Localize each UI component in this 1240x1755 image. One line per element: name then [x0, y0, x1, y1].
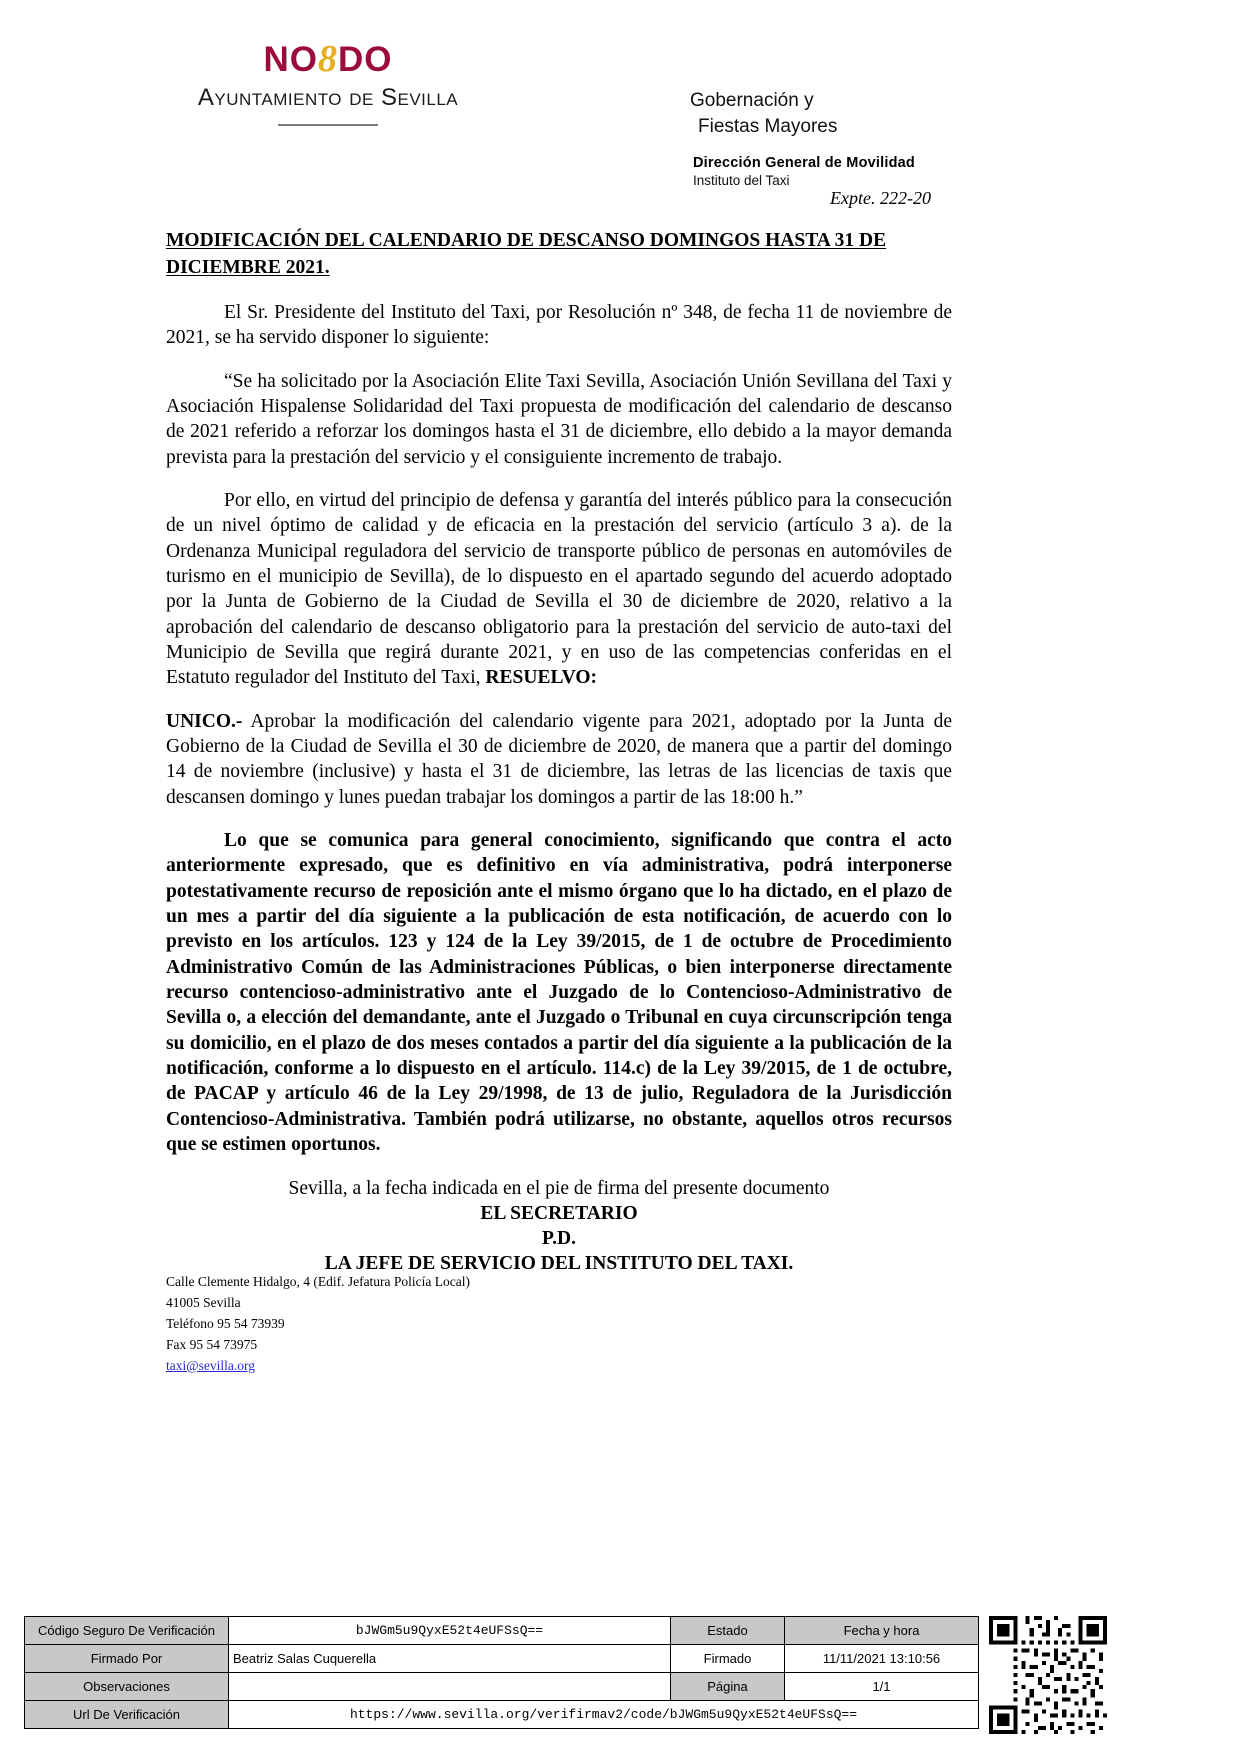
url-verificacion-label: Url De Verificación	[25, 1701, 229, 1729]
department-line-1: Gobernación y	[690, 90, 814, 111]
closing-secretary: EL SECRETARIO	[480, 1203, 638, 1225]
document-body	[166, 228, 952, 1277]
paragraph-appeal-notice: Lo que se comunica para general conocimiento, significando que contra el acto anteriormente expresado, que es definitivo en vía administrativa, podrá interponerse potestativamente recurso de reposición ante el mismo órgano que lo ha dictado, en el plazo de un mes a partir del día siguiente a la publicación de esta notificación, de acuerdo con lo previsto en los artículos. 123 y 124 de la Ley 39/2015, de 1 de octubre de Procedimiento Administrativo Común de las Administraciones Públicas, o bien interponerse directamente recurso contencioso-administrativo ante el Juzgado de lo Contencioso-Administrativo de Sevilla o, a elección del demandante, ante el Juzgado o Tribunal en cuya circunscripción tenga su domicilio, en el plazo de dos meses contados a partir del día siguiente a la publicación de la notificación, conforme a lo dispuesto en el artículo. 114.c) de la Ley 39/2015, de 1 de octubre, de PACAP y artículo 46 de la Ley 29/1998, de 13 de julio, Reguladora de la Jurisdicción Contencioso-Administrativa. También podrá utilizarse, no obstante, aquellos otros recursos que se estimen oportunos.	[166, 830, 952, 1156]
address-phone: Teléfono 95 54 73939	[166, 1315, 285, 1331]
nosdo-logo	[178, 40, 478, 126]
fecha-hora-label: Fecha y hora	[785, 1617, 979, 1645]
resuelvo-keyword: RESUELVO:	[485, 667, 598, 689]
qr-code-icon	[989, 1616, 1107, 1734]
pagina-value: 1/1	[785, 1673, 979, 1701]
expediente-number: Expte. 222-20	[830, 188, 931, 208]
firmado-por-value: Beatriz Salas Cuquerella	[229, 1645, 671, 1673]
estado-label: Estado	[671, 1617, 785, 1645]
unico-label: UNICO.-	[166, 710, 243, 732]
contact-address	[166, 1272, 470, 1377]
city-hall-name: Ayuntamiento de Sevilla	[197, 84, 459, 111]
address-postal: 41005 Sevilla	[166, 1294, 241, 1310]
fecha-hora-value: 11/11/2021 13:10:56	[785, 1645, 979, 1673]
paragraph-grounds-text: Por ello, en virtud del principio de defensa y garantía del interés público para la consecución de un nivel óptimo de calidad y de eficacia en la prestación del servicio (artículo 3 a). de la Ordenanza Municipal reguladora del servicio de transporte público de personas en automóviles de turismo en el municipio de Sevilla), de lo dispuesto en el apartado segundo del acuerdo adoptado por la Junta de Gobierno de la Ciudad de Sevilla el 30 de diciembre de 2020, relativo a la aprobación del calendario de descanso obligatorio para la prestación del servicio de auto-taxi del Municipio de Sevilla que regirá durante 2021, y en uso de las competencias conferidas en el Estatuto regulador del Instituto del Taxi,	[166, 489, 952, 689]
department-block	[690, 88, 837, 139]
observaciones-value	[229, 1673, 671, 1701]
paragraph-unico	[166, 709, 952, 810]
logo-divider	[278, 124, 378, 126]
table-row	[25, 1617, 979, 1645]
csv-label: Código Seguro De Verificación	[25, 1617, 229, 1645]
direction-subtitle: Instituto del Taxi	[693, 173, 790, 188]
address-street: Calle Clemente Hidalgo, 4 (Edif. Jefatura Policía Local)	[166, 1274, 471, 1289]
closing-jefe-servicio: LA JEFE DE SERVICIO DEL INSTITUTO DEL TAXI.	[324, 1253, 794, 1275]
pagina-label: Página	[671, 1673, 785, 1701]
unico-text: Aprobar la modificación del calendario vigente para 2021, adoptado por la Junta de Gobierno de la Ciudad de Sevilla el 30 de diciembre de 2020, de manera que a partir del domingo 14 de noviembre (inclusive) y hasta el 31 de diciembre, las letras de las licencias de taxis que descansen domingo y lunes puedan trabajar los domingos a partir de las 18:00 h.”	[166, 710, 952, 808]
closing-pd: P.D.	[542, 1228, 576, 1250]
observaciones-label: Observaciones	[25, 1673, 229, 1701]
nosdo-knot-icon: 8	[318, 38, 338, 80]
document-header	[0, 0, 1240, 208]
nosdo-do-text: DO	[338, 40, 393, 79]
table-row	[25, 1645, 979, 1673]
department-line-2: Fiestas Mayores	[698, 115, 838, 137]
csv-value: bJWGm5u9QyxE52t4eUFSsQ==	[229, 1617, 671, 1645]
direction-title: Dirección General de Movilidad	[693, 155, 915, 171]
nosdo-wordmark	[178, 40, 478, 78]
paragraph-grounds	[166, 488, 952, 691]
paragraph-resolution-intro: El Sr. Presidente del Instituto del Taxi, por Resolución nº 348, de fecha 11 de noviembre de 2021, se ha servido disponer lo siguiente:	[166, 301, 952, 349]
verification-footer	[24, 1616, 1216, 1734]
url-verificacion-value[interactable]: https://www.sevilla.org/verifirmav2/code/bJWGm5u9QyxE52t4eUFSsQ==	[229, 1701, 979, 1729]
verification-table	[24, 1616, 979, 1729]
table-row	[25, 1673, 979, 1701]
email-link[interactable]: taxi@sevilla.org	[166, 1357, 256, 1373]
signature-block	[166, 1177, 952, 1277]
address-fax: Fax 95 54 73975	[166, 1336, 258, 1352]
table-row	[25, 1701, 979, 1729]
paragraph-request: “Se ha solicitado por la Asociación Elite Taxi Sevilla, Asociación Unión Sevillana del Taxi y Asociación Hispalense Solidaridad del Taxi propuesta de modificación del calendario de descanso de 2021 referido a reforzar los domingos hasta el 31 de diciembre, ello debido a la mayor demanda prevista para la prestación del servicio y el consiguiente incremento de trabajo.	[166, 370, 952, 468]
estado-value: Firmado	[671, 1645, 785, 1673]
page-title: MODIFICACIÓN DEL CALENDARIO DE DESCANSO DOMINGOS HASTA 31 DE DICIEMBRE 2021.	[166, 230, 887, 278]
direction-block	[693, 155, 915, 188]
firmado-por-label: Firmado Por	[25, 1645, 229, 1673]
closing-date-line: Sevilla, a la fecha indicada en el pie de firma del presente documento	[288, 1178, 830, 1200]
nosdo-no-text: NO	[263, 40, 318, 79]
